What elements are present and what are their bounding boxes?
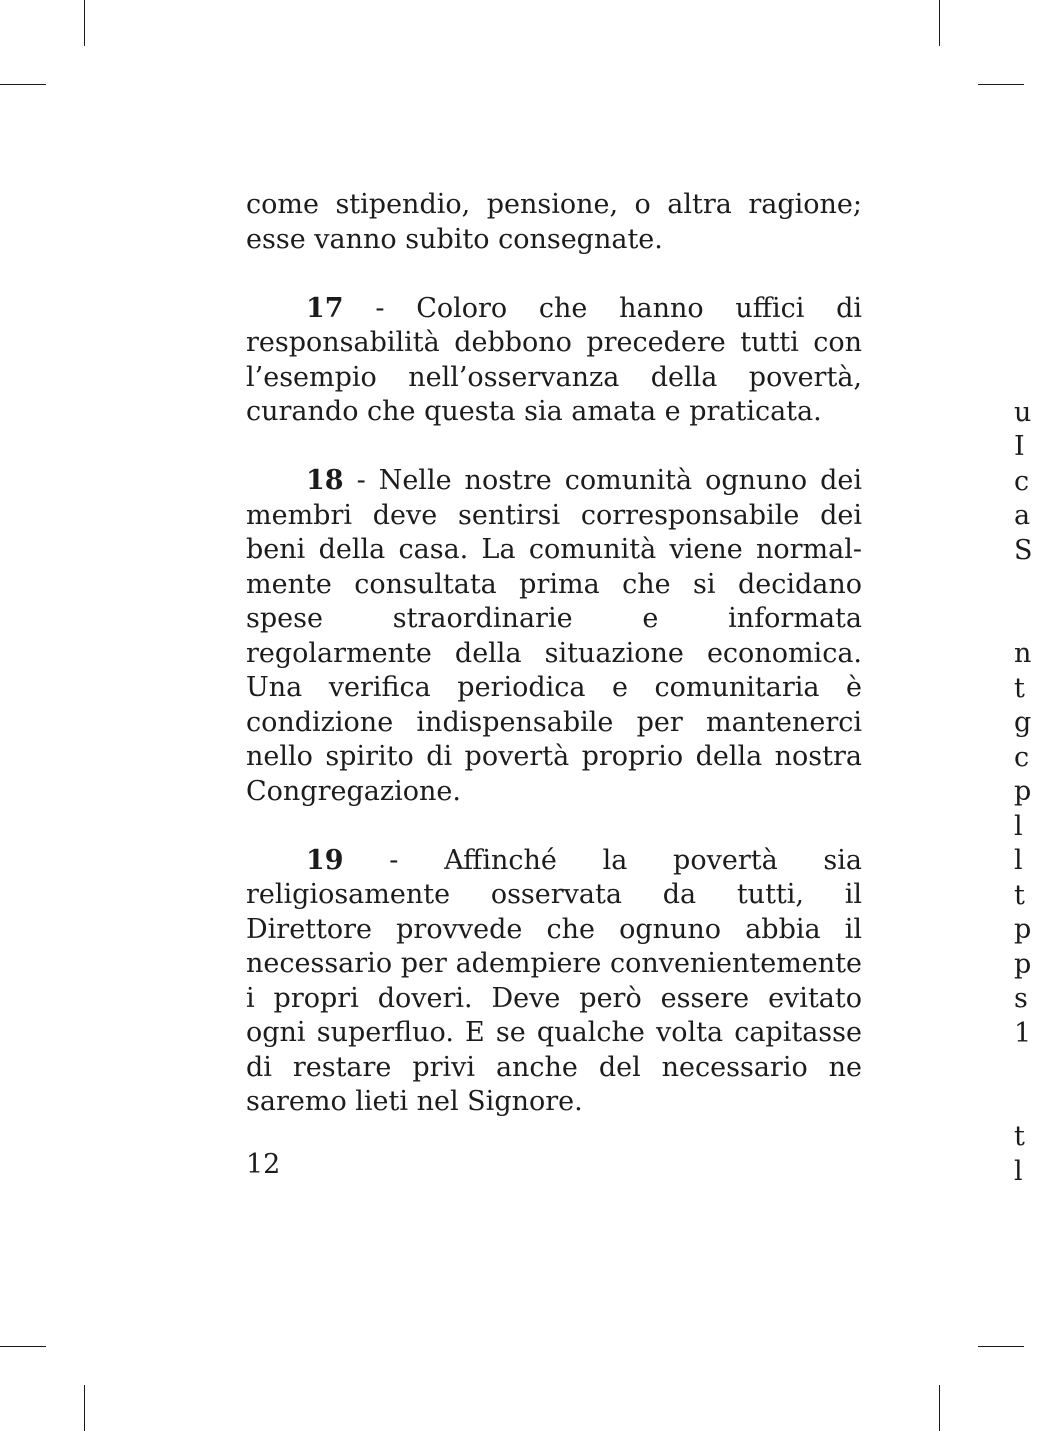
article-separator: - — [343, 292, 417, 324]
facing-page-letter: g — [1014, 707, 1032, 738]
facing-page-letter: a — [1014, 500, 1031, 531]
article-19-paragraph — [246, 844, 862, 1120]
facing-page-letter: t — [1014, 1121, 1025, 1152]
article-number: 17 — [306, 292, 344, 324]
article-18-paragraph — [246, 464, 862, 809]
crop-mark-top-left-horizontal — [0, 84, 46, 85]
opening-paragraph: come stipendio, pensione, o altra ragione; esse vanno subito consegnate. — [246, 189, 862, 255]
article-number: 19 — [306, 844, 344, 876]
crop-mark-bottom-left-vertical — [84, 1385, 85, 1431]
article-separator: - — [343, 465, 379, 496]
article-17-paragraph — [246, 292, 862, 430]
facing-page-letter: p — [1014, 914, 1032, 945]
facing-page-letter: 1 — [1014, 1018, 1032, 1049]
article-text: Coloro che hanno uffici di responsabilità debbono precedere tutti con l’esempio nell’osservanza della povertà, curando che questa sia amata e praticata. — [246, 292, 862, 427]
article-number: 18 — [306, 465, 344, 496]
facing-page-letter: t — [1014, 880, 1025, 911]
article-separator: - — [343, 844, 445, 876]
page-text-block — [246, 188, 862, 1120]
crop-mark-top-right-vertical — [939, 0, 940, 46]
crop-mark-bottom-right-vertical — [939, 1385, 940, 1431]
facing-page-letter: t — [1014, 673, 1025, 704]
crop-mark-bottom-right-horizontal — [978, 1346, 1024, 1347]
facing-page-letter: l — [1014, 811, 1023, 842]
facing-page-letter: l — [1014, 1156, 1023, 1187]
facing-page-letter: u — [1014, 397, 1032, 428]
page-number: 12 — [246, 1149, 281, 1180]
facing-page-letter: l — [1014, 845, 1023, 876]
facing-page-letter: p — [1014, 949, 1032, 980]
facing-page-letter: s — [1014, 983, 1028, 1014]
crop-mark-top-left-vertical — [84, 0, 85, 46]
facing-page-letter: c — [1014, 742, 1030, 773]
crop-mark-bottom-left-horizontal — [0, 1346, 46, 1347]
crop-mark-top-right-horizontal — [978, 84, 1024, 85]
facing-page-letter: n — [1014, 638, 1032, 669]
article-text: Affinché la povertà sia religiosamente osservata da tutti, il Direttore provvede che ognuno abbia il necessario per adempiere convenientemente i propri doveri. Deve però essere evitato ogni superfluo. E se qualche volta capitasse di restare privi anche del necessario ne saremo lieti nel Signore. — [246, 844, 862, 1117]
facing-page-letter: c — [1014, 466, 1030, 497]
facing-page-letter: I — [1014, 431, 1025, 462]
facing-page-letter: p — [1014, 776, 1032, 807]
facing-page-letter: S — [1014, 535, 1033, 566]
article-text: Nelle nostre comunità ognuno dei membri deve sentirsi corresponsabile dei beni della casa. La comunità viene normalmente consultata prima che si decidano spese straordinarie e informata regolarmente della situazione economica. Una verifica periodica e comunitaria è condizione indispensabile per mantenerci nello spirito di povertà proprio della nostra Congregazione. — [246, 465, 862, 807]
